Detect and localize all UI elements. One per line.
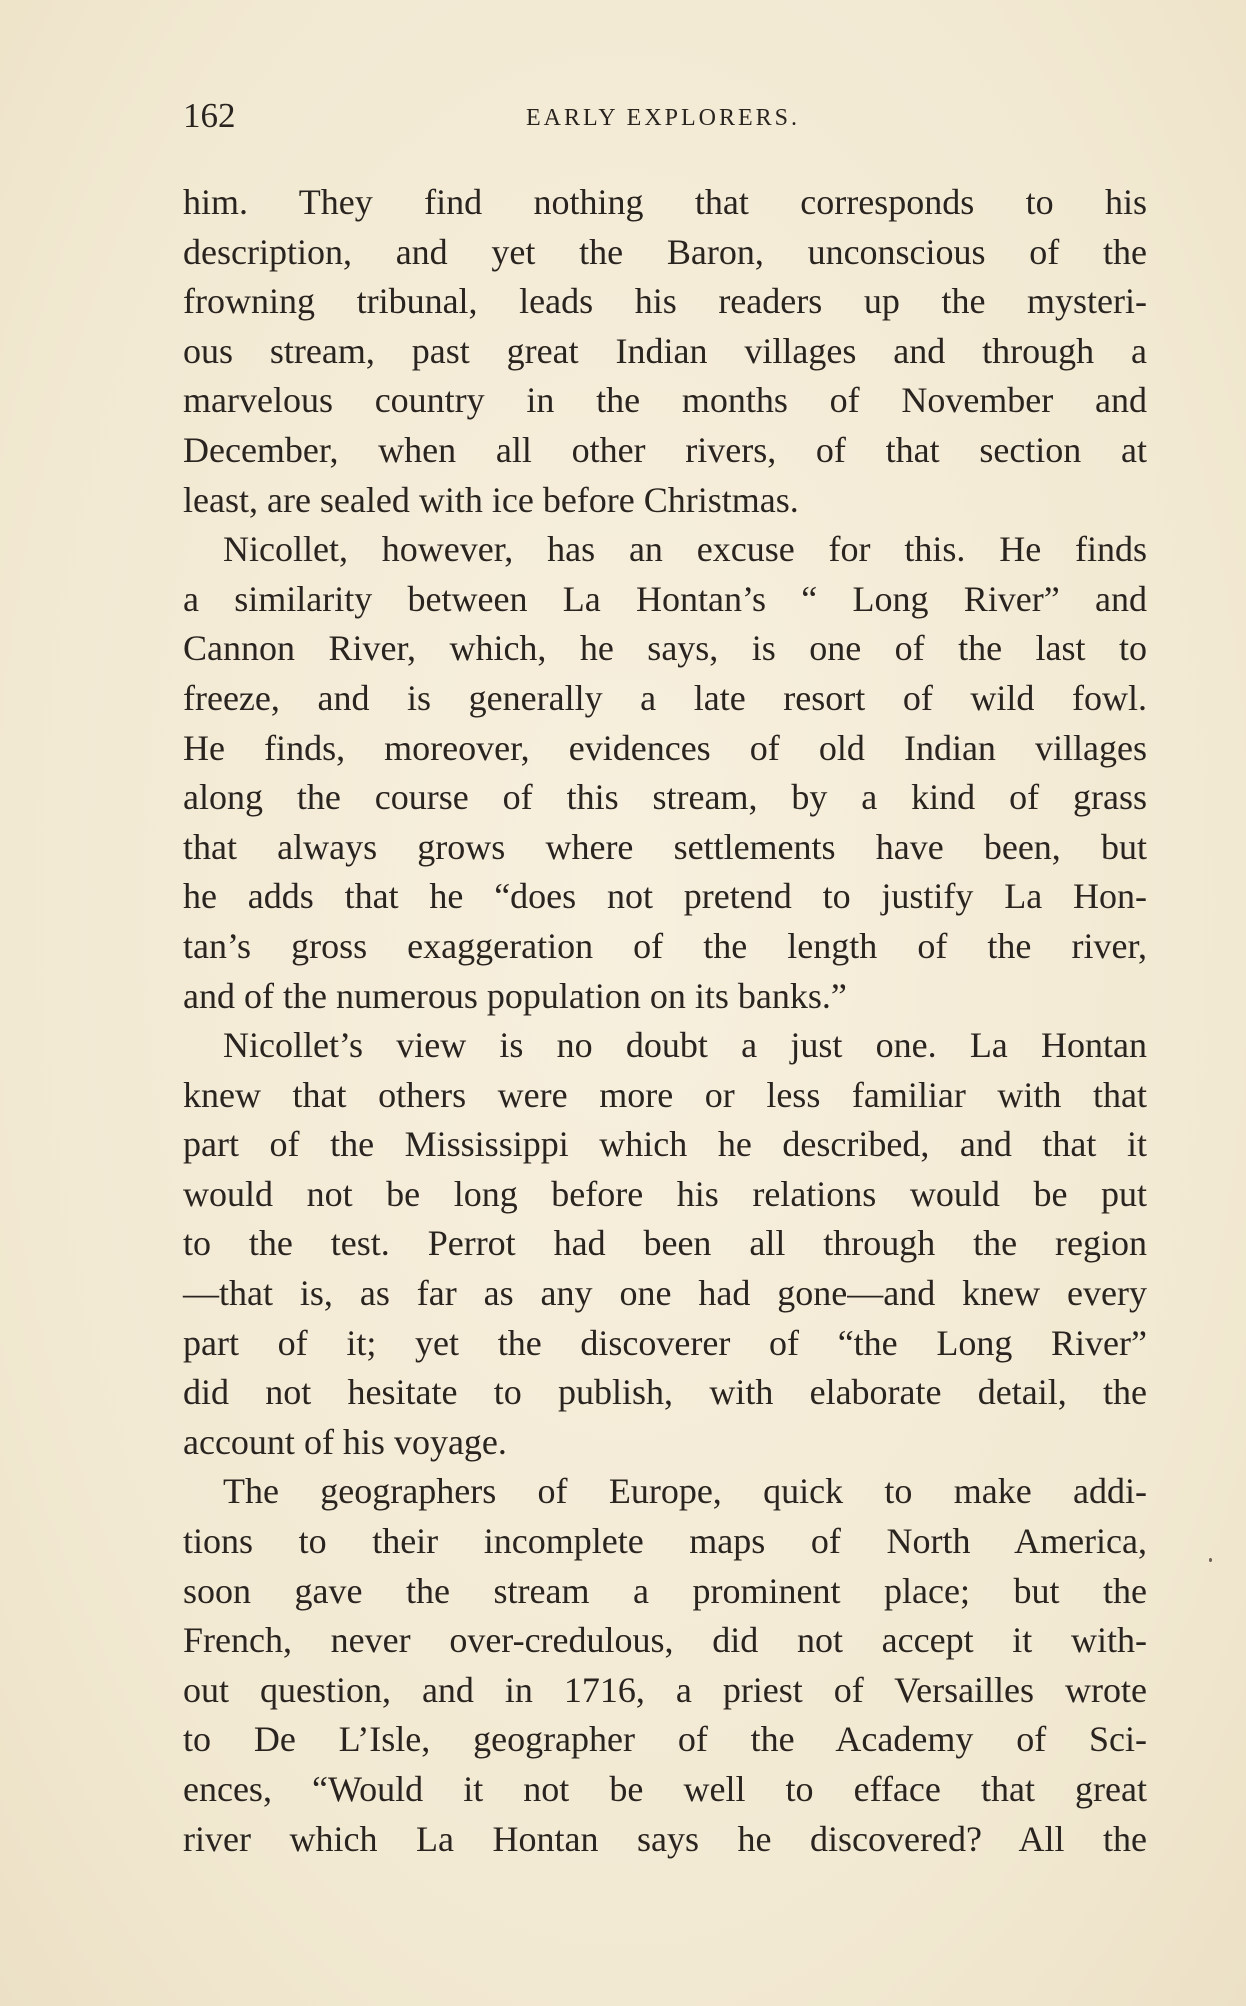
- text-line: marvelous country in the months of November and: [183, 380, 1147, 421]
- text-line: French, never over-credulous, did not accept it with-: [183, 1620, 1147, 1661]
- text-line: him. They find nothing that corresponds to his: [183, 182, 1147, 222]
- text-line: ences, “Would it not be well to efface that great: [183, 1769, 1147, 1809]
- text-line: The geographers of Europe, quick to make addi-: [223, 1471, 1147, 1512]
- text-line: soon gave the stream a prominent place; but the: [183, 1570, 1147, 1611]
- body-text: [183, 178, 1147, 1864]
- text-line: Nicollet’s view is no doubt a just one. La Hontan: [223, 1025, 1147, 1066]
- text-line: ous stream, past great Indian villages and through a: [183, 330, 1147, 371]
- paper-speck: [1209, 1558, 1212, 1562]
- text-line: that always grows where settlements have been, but: [183, 826, 1147, 867]
- text-line: He finds, moreover, evidences of old Indian villages: [183, 727, 1147, 768]
- text-line: to De L’Isle, geographer of the Academy of Sci-: [183, 1719, 1147, 1760]
- text-line: least, are sealed with ice before Christmas.: [183, 479, 799, 520]
- text-line: Nicollet, however, has an excuse for this. He finds: [223, 529, 1147, 570]
- text-line: description, and yet the Baron, unconscious of the: [183, 231, 1147, 272]
- text-line: tions to their incomplete maps of North America,: [183, 1521, 1147, 1562]
- text-line: did not hesitate to publish, with elaborate detail, the: [183, 1372, 1147, 1413]
- text-line: —that is, as far as any one had gone—and knew every: [183, 1273, 1147, 1314]
- text-line: out question, and in 1716, a priest of Versailles wrote: [183, 1669, 1147, 1710]
- text-line: and of the numerous population on its banks.”: [183, 975, 847, 1016]
- page-number: 162: [183, 96, 236, 135]
- text-line: river which La Hontan says he discovered? All the: [183, 1818, 1147, 1859]
- text-line: a similarity between La Hontan’s “ Long River” and: [183, 578, 1147, 619]
- text-line: Cannon River, which, he says, is one of the last to: [183, 628, 1147, 669]
- text-line: tan’s gross exaggeration of the length of the river,: [183, 925, 1147, 966]
- text-line: December, when all other rivers, of that section at: [183, 429, 1147, 470]
- text-line: along the course of this stream, by a kind of grass: [183, 777, 1147, 818]
- text-line: to the test. Perrot had been all through the region: [183, 1223, 1147, 1264]
- text-line: knew that others were more or less familiar with that: [183, 1074, 1147, 1115]
- text-line: freeze, and is generally a late resort of wild fowl.: [183, 677, 1147, 718]
- text-line: account of his voyage.: [183, 1421, 507, 1462]
- text-line: frowning tribunal, leads his readers up the mysteri-: [183, 281, 1147, 322]
- text-line: part of it; yet the discoverer of “the Long River”: [183, 1322, 1147, 1363]
- page-header: [183, 94, 1143, 144]
- text-line: part of the Mississippi which he described, and that it: [183, 1124, 1147, 1165]
- text-line: would not be long before his relations would be put: [183, 1173, 1147, 1214]
- text-line: he adds that he “does not pretend to justify La Hon-: [183, 876, 1147, 917]
- running-head: EARLY EXPLORERS.: [525, 105, 801, 131]
